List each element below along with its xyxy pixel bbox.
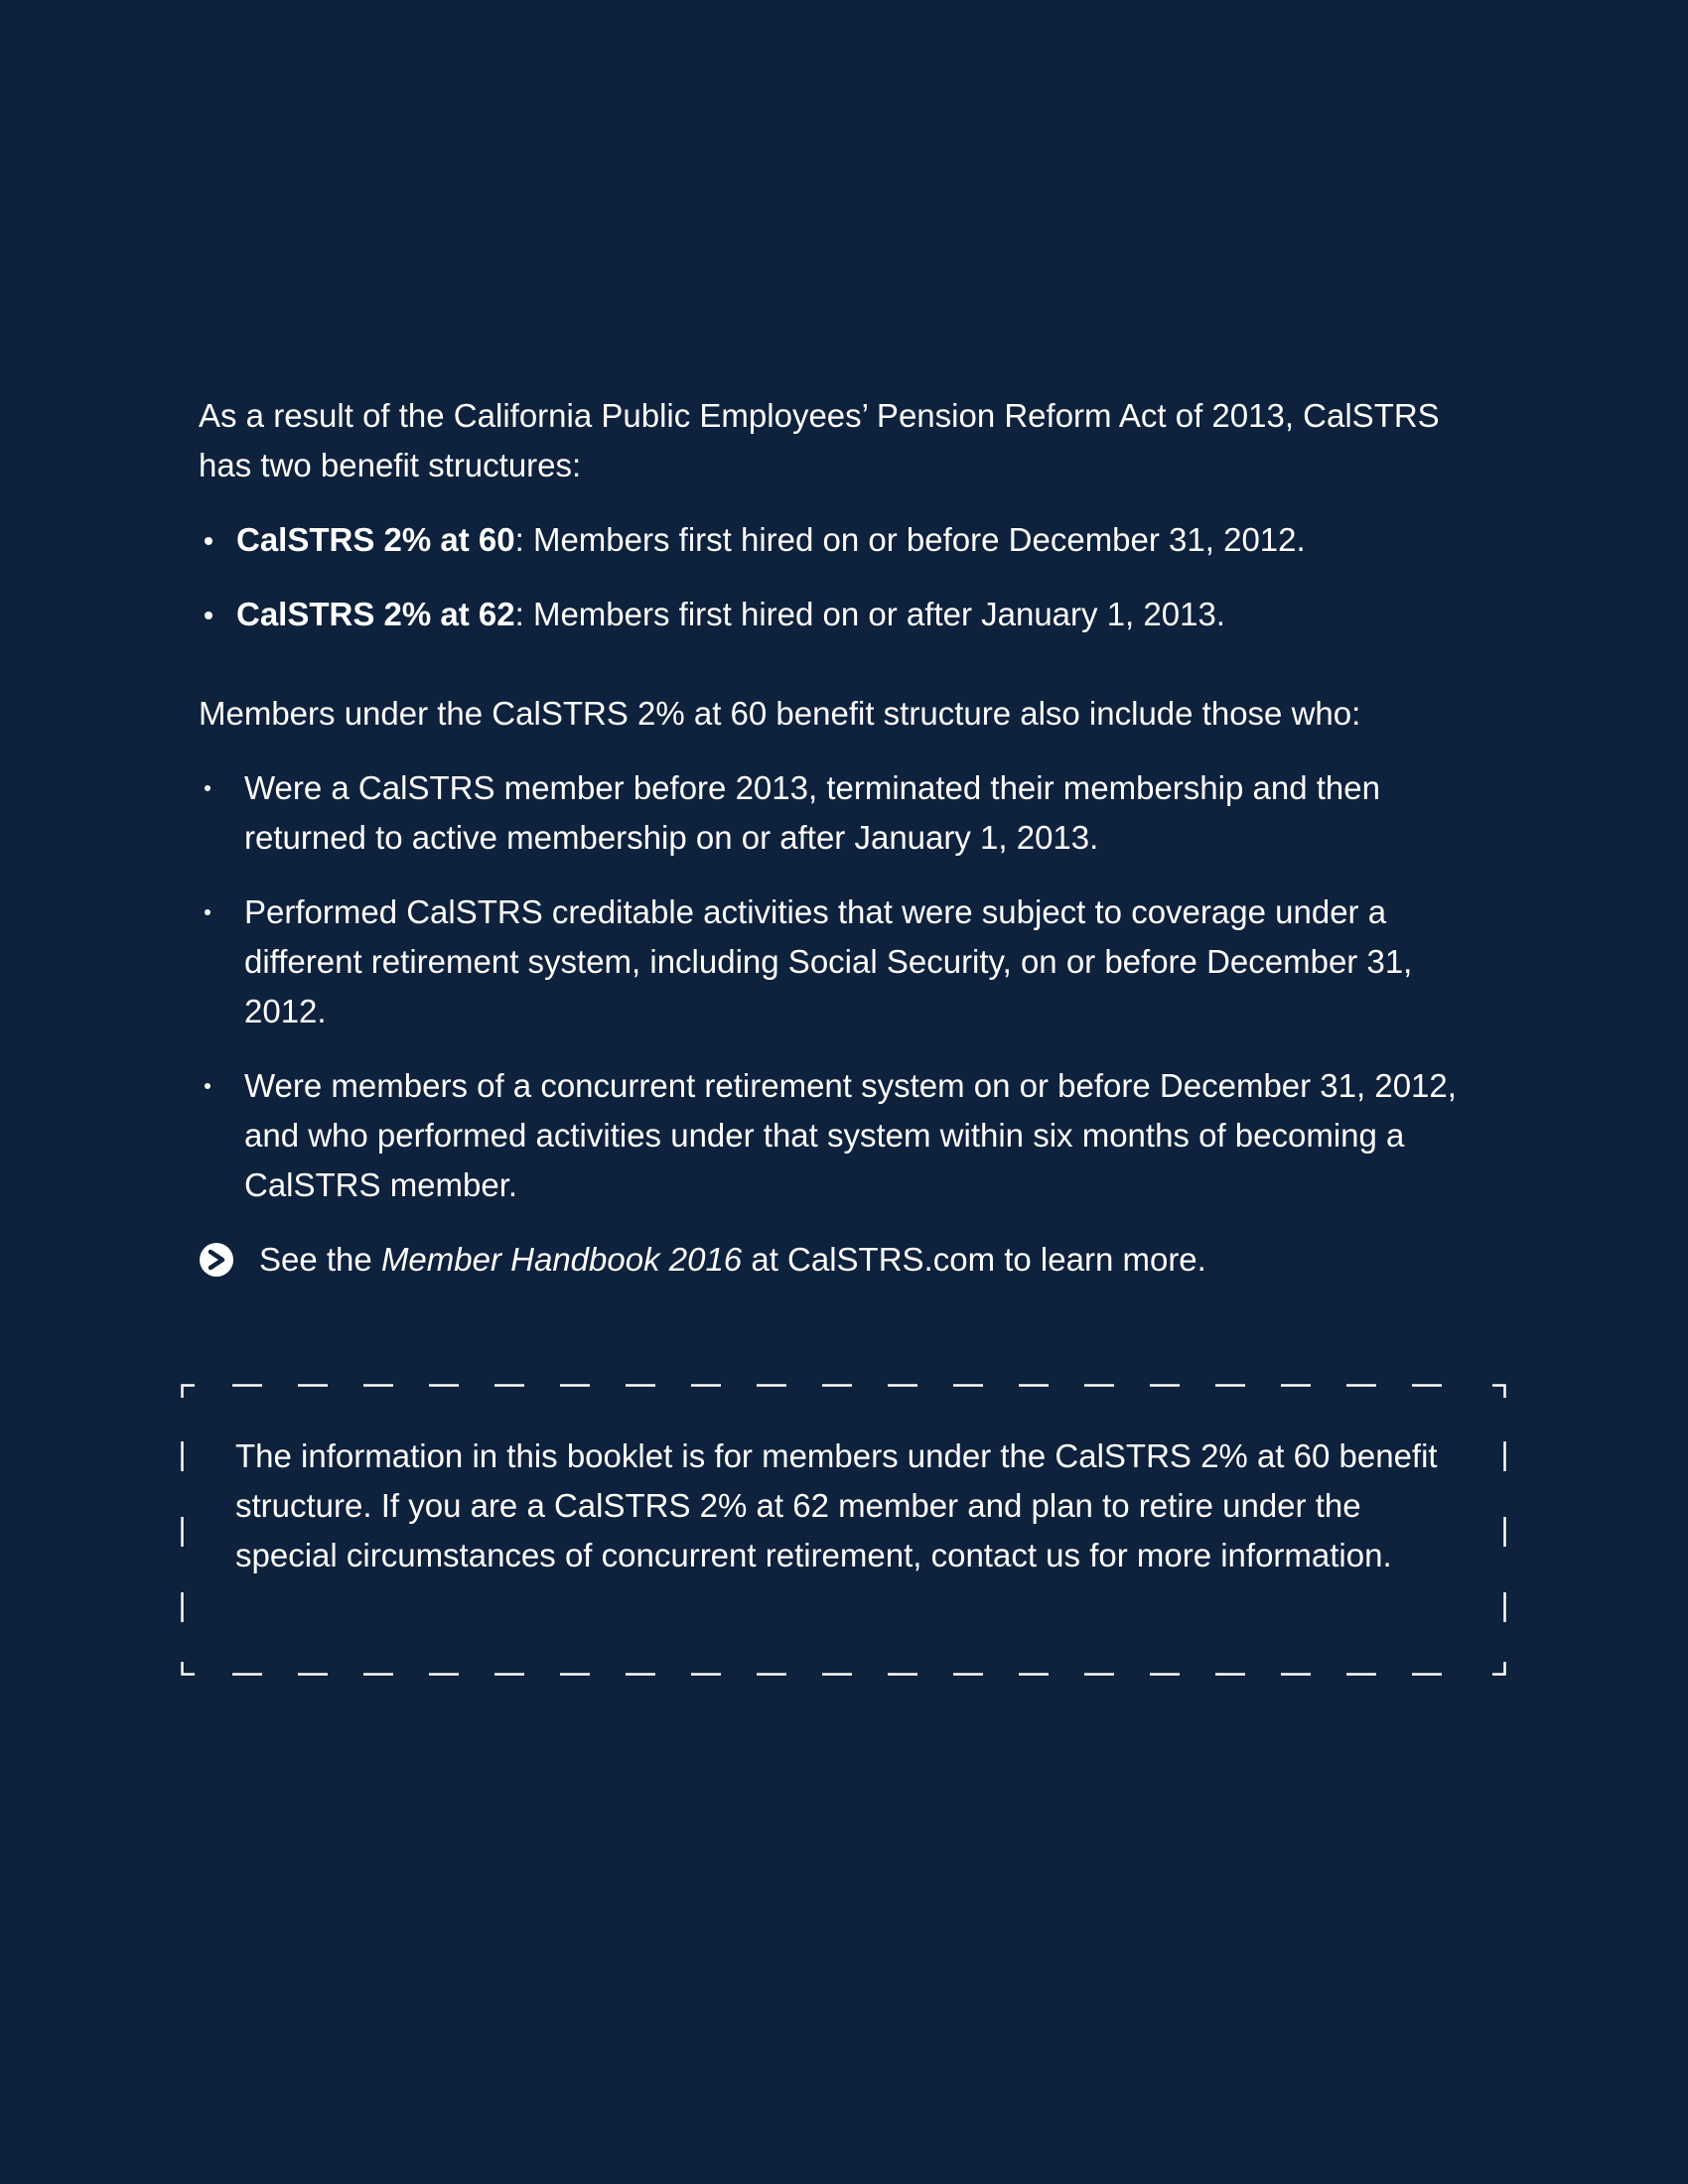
learn-more-suffix: at CalSTRS.com to learn more. <box>742 1241 1206 1278</box>
info-note-box <box>181 1384 1506 1676</box>
note-text: The information in this booklet is for members under the CalSTRS 2% at 60 benefit structure. If you are a CalSTRS 2% at 62 member and plan to retire under the special circumstances of concurrent retirement, contact us for more information. <box>235 1437 1438 1573</box>
main-content <box>199 391 1499 1285</box>
also-include-paragraph: Members under the CalSTRS 2% at 60 benefit structure also include those who: <box>199 695 1361 732</box>
list-item <box>199 590 1499 639</box>
learn-more-line <box>199 1235 1499 1285</box>
benefit-structures-list <box>199 515 1499 639</box>
arrow-right-circle-icon <box>199 1242 234 1278</box>
list-item: Were a CalSTRS member before 2013, terminated their membership and then returned to active membership on or after January 1, 2013. <box>199 763 1499 863</box>
learn-more-prefix: See the <box>259 1241 381 1278</box>
structure-separator: : <box>514 596 524 632</box>
handbook-title: Member Handbook 2016 <box>380 1241 743 1278</box>
structure-description: Members first hired on or before December 31, 2012. <box>523 521 1306 558</box>
membership-cases-list <box>199 763 1499 1210</box>
list-item: Were members of a concurrent retirement system on or before December 31, 2012, and who performed activities under that system within six months of becoming a CalSTRS member. <box>199 1061 1499 1210</box>
list-item: Performed CalSTRS creditable activities that were subject to coverage under a different retirement system, including Social Security, on or before December 31, 2012. <box>199 887 1499 1036</box>
intro-paragraph: As a result of the California Public Employees’ Pension Reform Act of 2013, CalSTRS has two benefit structures: <box>199 397 1440 483</box>
structure-description: Members first hired on or after January 1, 2013. <box>523 596 1225 632</box>
list-item <box>199 515 1499 565</box>
structure-name: CalSTRS 2% at 62 <box>236 596 515 632</box>
structure-name: CalSTRS 2% at 60 <box>236 521 515 558</box>
structure-separator: : <box>514 521 524 558</box>
